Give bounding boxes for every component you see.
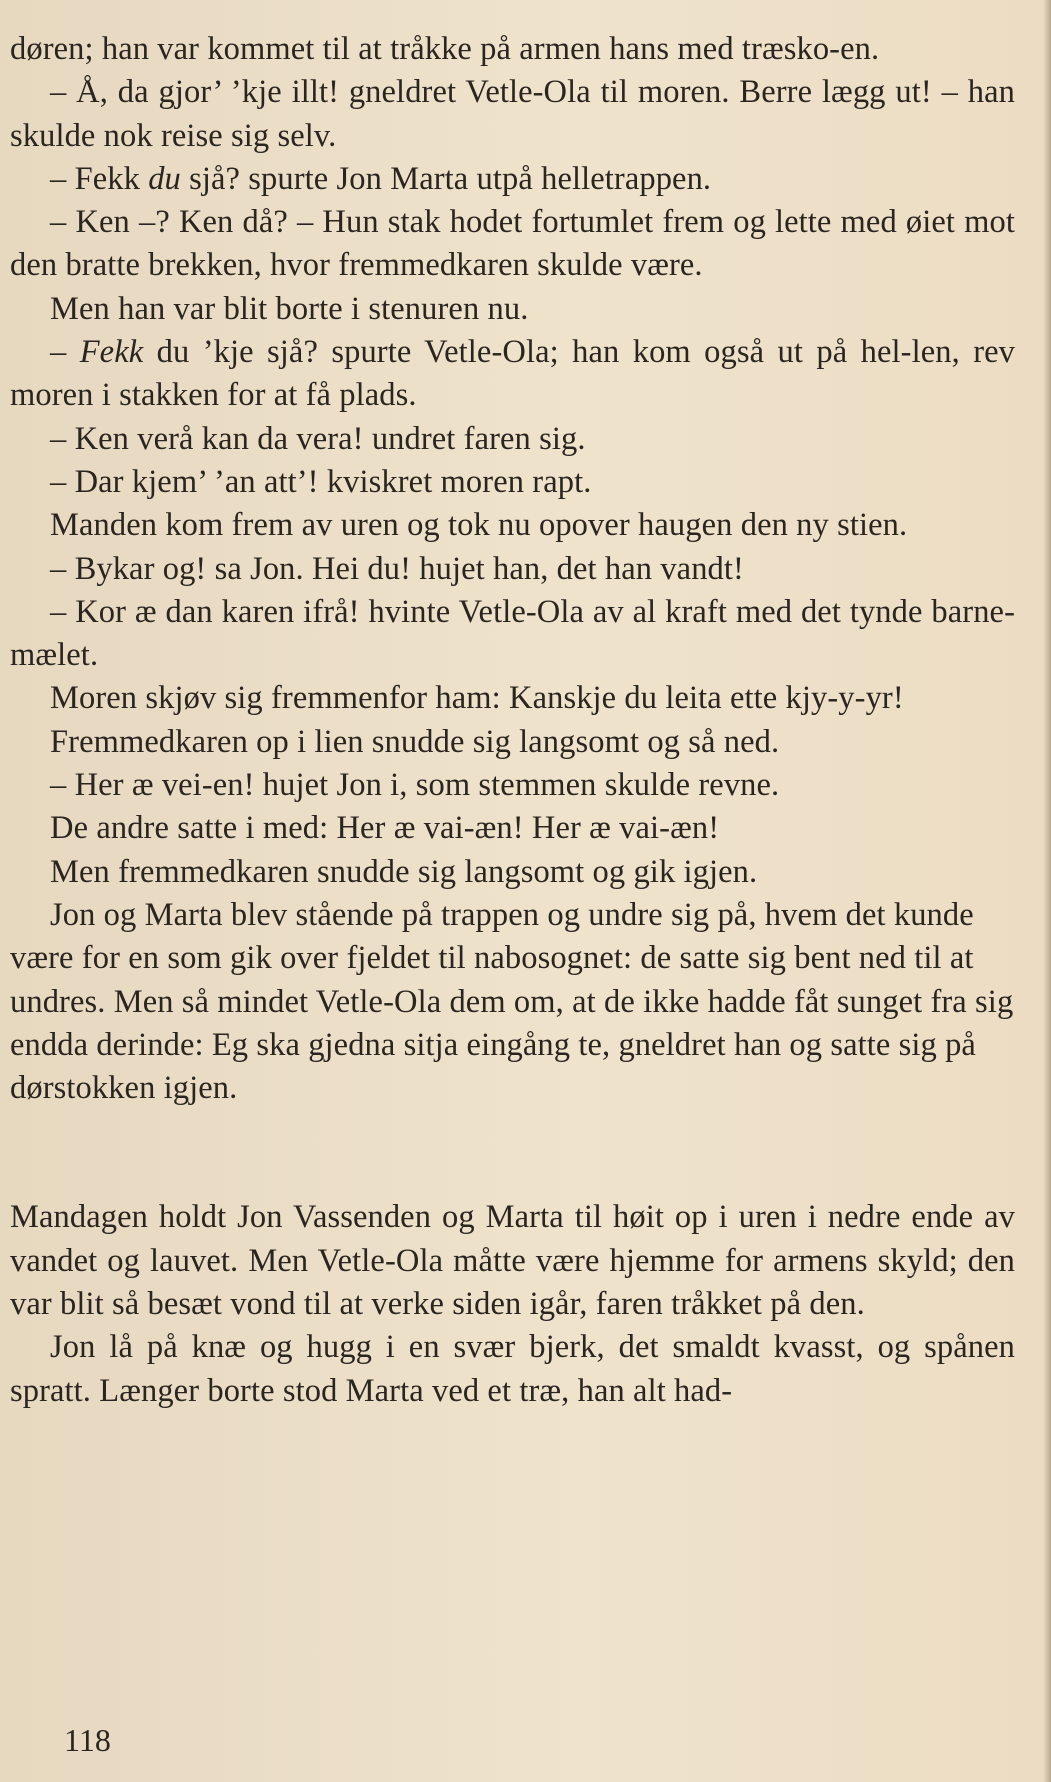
emphasis-fekk: Fekk: [79, 334, 144, 371]
paragraph-17: Jon og Marta blev stående på trappen og undre sig på, hvem det kunde være for en som gik over fjeldet til nabosognet: de satte sig bent ned til at undres. Men så mindet Vetle-Ola dem om, at de ikke hadde fåt sunget fra sig endda derinde: Eg ska gjedna sitja eingång te, gneldret han og satte sig på dørstokken igjen.: [10, 896, 1014, 1107]
paragraph-3: – Fekk du sjå? spurte Jon Marta utpå helletrappen.: [50, 160, 712, 197]
paragraph-9: Manden kom frem av uren og tok nu opover haugen den ny stien.: [50, 507, 908, 544]
paragraph-13: Fremmedkaren op i lien snudde sig langsomt og så ned.: [50, 723, 780, 760]
section2-paragraph-2: Jon lå på knæ og hugg i en svær bjerk, det smaldt kvasst, og spånen spratt. Længer borte stod Marta ved et træ, han alt had-: [10, 1329, 1015, 1409]
page-number: 118: [64, 1722, 111, 1758]
paragraph-6: – Fekk du ’kje sjå? spurte Vetle-Ola; han kom også ut på hel-len, rev moren i stakken for at få plads.: [10, 334, 1015, 414]
paragraph-16: Men fremmedkaren snudde sig langsomt og gik igjen.: [50, 853, 758, 890]
emphasis-du: du: [148, 160, 181, 197]
paragraph-7: – Ken verå kan da vera! undret faren sig.: [50, 420, 586, 457]
paragraph-4: – Ken –? Ken då? – Hun stak hodet fortumlet frem og lette med øiet mot den bratte brekken, hvor fremmedkaren skulde være.: [10, 204, 1015, 284]
paragraph-15: De andre satte i med: Her æ vai-æn! Her æ vai-æn!: [50, 810, 720, 847]
paragraph-14: – Her æ vei-en! hujet Jon i, som stemmen skulde revne.: [50, 767, 780, 804]
paragraph-12: Moren skjøv sig fremmenfor ham: Kanskje du leita ette kjy-y-yr!: [50, 680, 904, 717]
paragraph-1: døren; han var kommet til at tråkke på armen hans med træsko-en.: [10, 31, 880, 67]
section-break: [10, 1110, 1015, 1196]
paragraph-10: – Bykar og! sa Jon. Hei du! hujet han, det han vandt!: [50, 550, 744, 587]
paragraph-11: – Kor æ dan karen ifrå! hvinte Vetle-Ola av al kraft med det tynde barne-mælet.: [10, 593, 1015, 674]
paragraph-2: – Å, da gjor’ ’kje illt! gneldret Vetle-Ola til moren. Berre lægg ut! – han skulde nok reise sig selv.: [10, 74, 1015, 154]
page-body-text: [10, 28, 1015, 1413]
paragraph-8: – Dar kjem’ ’an att’! kviskret moren rapt.: [50, 463, 592, 500]
section2-paragraph-1: Mandagen holdt Jon Vassenden og Marta til høit op i uren i nedre ende av vandet og lauvet. Men Vetle-Ola måtte være hjemme for armens skyld; den var blit så besæt vond til at verke siden igår, faren tråkket på den.: [10, 1199, 1015, 1323]
paragraph-5: Men han var blit borte i stenuren nu.: [50, 290, 529, 327]
